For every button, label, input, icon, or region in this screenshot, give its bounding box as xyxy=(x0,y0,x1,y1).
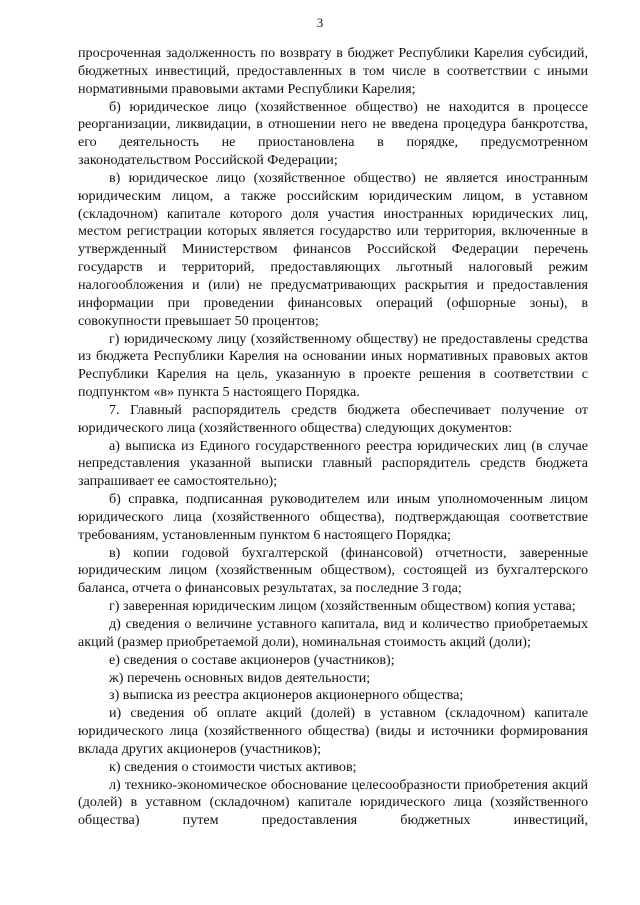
paragraph: л) технико-экономическое обоснование целесообразности приобретения акций (долей) в уставном (складочном) капитале юридического лица (хозяйственного общества) путем предоставления бюджетных инвестиций, xyxy=(78,776,588,829)
paragraph: ж) перечень основных видов деятельности; xyxy=(109,669,371,686)
paragraph: в) юридическое лицо (хозяйственное общество) не является иностранным юридическим лицом, а также российским юридическим лицом, в уставном (складочном) капитале которого доля участия иностранных юридических лиц, местом регистрации которых является государство или территория, включенные в утвержденный Министерством финансов Российской Федерации перечень государств и территорий, предоставляющих льготный налоговый режим налогообложения и (или) не предусматривающих раскрытия и предоставления информации при проведении финансовых операций (офшорные зоны), в совокупности превышает 50 процентов; xyxy=(78,169,588,329)
paragraph: и) сведения об оплате акций (долей) в уставном (складочном) капитале юридического лица (хозяйственного общества) (виды и источники формирования вклада других акционеров (участников); xyxy=(78,705,588,757)
paragraph: к) сведения о стоимости чистых активов; xyxy=(109,758,357,775)
paragraph: б) юридическое лицо (хозяйственное общество) не находится в процессе реорганизации, ликвидации, в отношении него не введена процедура банкротства, его деятельность не приостановлена в порядке, предусмотренном законодательством Российской Федерации; xyxy=(78,98,588,169)
paragraph: е) сведения о составе акционеров (участников); xyxy=(109,651,395,668)
paragraph: д) сведения о величине уставного капитала, вид и количество приобретаемых акций (размер приобретаемой доли), номинальная стоимость акций (доли); xyxy=(78,616,588,650)
paragraph: просроченная задолженность по возврату в бюджет Республики Карелия субсидий, бюджетных инвестиций, предоставленных в том числе в соответствии с иными нормативными правовыми актами Республики Карелия; xyxy=(78,45,588,97)
paragraph: в) копии годовой бухгалтерской (финансовой) отчетности, заверенные юридическим лицом (хозяйственным обществом), состоящей из бухгалтерского баланса, отчета о финансовых результатах, за последние 3 года; xyxy=(78,544,588,597)
paragraph: з) выписка из реестра акционеров акционерного общества; xyxy=(109,687,464,704)
paragraph: г) юридическому лицу (хозяйственному обществу) не предоставлены средства из бюджета Республики Карелия на основании иных нормативных правовых актов Республики Карелия на цель, указанную в проекте решения в соответствии с подпунктом «в» пункта 5 настоящего Порядка. xyxy=(78,330,588,401)
page-number: 3 xyxy=(316,15,324,30)
paragraph: а) выписка из Единого государственного реестра юридических лиц (в случае непредставления указанной выписки главный распорядитель средств бюджета запрашивает ее самостоятельно); xyxy=(78,437,588,490)
paragraph: 7. Главный распорядитель средств бюджета обеспечивает получение от юридического лица (хозяйственного общества) следующих документов: xyxy=(78,401,588,436)
paragraph: б) справка, подписанная руководителем или иным уполномоченным лицом юридического лица (хозяйственного общества), подтверждающая соответствие требованиям, установленным пунктом 6 настоящего Порядка; xyxy=(78,491,588,543)
document-body xyxy=(78,45,588,830)
paragraph: г) заверенная юридическим лицом (хозяйственным обществом) копия устава; xyxy=(109,598,576,615)
